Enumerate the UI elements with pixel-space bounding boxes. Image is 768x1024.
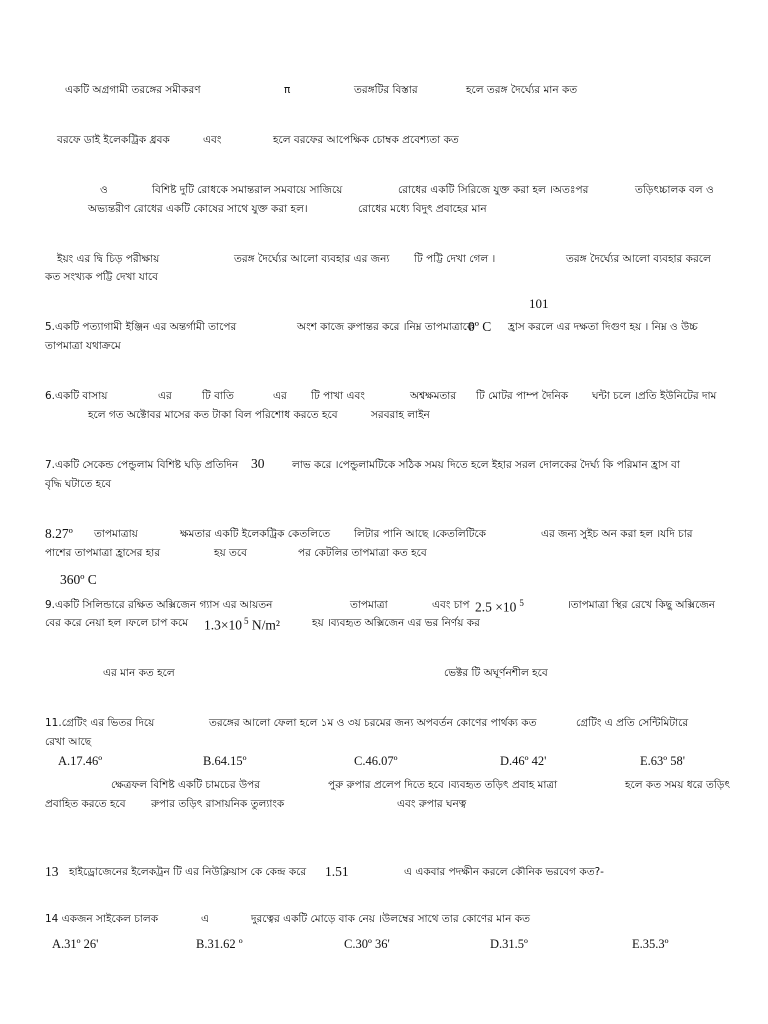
q11-text-a: 11.গ্রেটিং এর ভিতর দিয়ে <box>45 717 155 729</box>
q8-text-d: এর জন্য সুইচ অন করা হল ।যদি চার <box>541 528 693 540</box>
q9-text-b: তাপমাত্রা <box>350 599 388 611</box>
q7-number: 30 <box>251 456 265 471</box>
q6-text-e: টি পাখা এবং <box>311 390 365 402</box>
q9-text-f: হয় ।ব্যবহৃত অক্সিজেন এর ভর নির্ণয় কর <box>312 617 480 629</box>
q12-text-d: প্রবাহিত করতে হবে <box>45 798 126 810</box>
q2-text-a: বরফে ডাই ইলেকট্রিক ধ্রবক <box>57 134 170 146</box>
q7-text-b: লাভ করে ।পেন্ডুলামটিকে সঠিক সময় দিতে হলে ইহার সরল দোলকের দৈর্ঘ্য কি পরিমান হ্রাস বা <box>292 459 680 471</box>
q8-text-b: ক্ষমতার একটি ইলেকট্রিক কেতলিতে <box>180 528 331 540</box>
q8-text-g: পর কেটলির তাপমাত্রা কত হবে <box>298 547 427 559</box>
q4-text-d: তরঙ্গ দৈর্ঘ্যের আলো ব্যবহার করলে <box>566 253 711 265</box>
q6-text-f: অশ্বক্ষমতার <box>410 390 457 402</box>
q4-text-a: ইয়ং এর দ্বি চিড় পরীক্ষায় <box>57 253 160 265</box>
q6-text-a: 6.একটি বাসায় <box>45 390 108 402</box>
q1-text-a: একটি অগ্রগামী তরঙ্গের সমীকরণ <box>65 84 201 96</box>
q13-value: 1.51 <box>325 864 349 879</box>
q9-text-c: এবং চাপ <box>432 599 470 611</box>
q7-text-c: বৃদ্ধি ঘটাতে হবে <box>45 478 112 490</box>
q2-text-b: এবং <box>203 134 222 146</box>
q12-text-c: হলে কত সময় ধরে তড়িৎ <box>625 779 730 791</box>
q11-option-b: B.64.15º <box>203 754 247 768</box>
q11-option-e: E.63º 58' <box>640 754 686 768</box>
q14-text-c: দুরত্বের একটি মোড়ে বাক নেয় ।উলম্বের সাথে তার কোণের মান কত <box>251 913 530 925</box>
q5-text-a: 5.একটি পত্যাগামী ইঞ্জিন এর অন্তর্গামী তাপের <box>45 321 237 333</box>
q3-text-e: অভ্যন্তরীণ রোধের একটি কোষের সাথে যুক্ত করা হল। <box>88 203 308 215</box>
q12-text-e: রুপার তড়িৎ রাসায়নিক তুল্যাংক <box>151 798 285 810</box>
q4-text-b: তরঙ্গ দৈর্ঘ্যের আলো ব্যবহার এর জন্য <box>234 253 390 265</box>
q6-text-g: টি মোটর পাম্প দৈনিক <box>476 390 569 402</box>
q14-text-b: এ <box>201 913 209 925</box>
q11-text-d: রেখা আছে <box>45 736 92 748</box>
q3-text-d: তড়িৎচ্চালক বল ও <box>635 184 714 196</box>
q8-text-e: পাশের তাপমাত্রা হ্রাসের হার <box>45 547 161 559</box>
q8-text-f: হয় তবে <box>214 547 247 559</box>
q9-text-e: বের করে নেয়া হল ।ফলে চাপ কমে <box>45 617 189 629</box>
q1-text-c: তরঙ্গটির বিস্তার <box>354 84 418 96</box>
q12-text-a: ক্ষেত্রফল বিশিষ্ট একটি চামচের উপর <box>111 779 261 791</box>
q7-text-a: 7.একটি সেকেন্ড পেন্ডুলাম বিশিষ্ট ঘড়ি প্রতিদিন <box>45 459 239 471</box>
q8-answer: 360º C <box>60 572 97 587</box>
q14-option-e: E.35.3º <box>632 937 669 951</box>
q4-text-c: টি পট্টি দেখা গেল । <box>414 253 496 265</box>
q5-temperature: 0º C <box>468 319 492 334</box>
q6-text-j: সরবরাহ লাইন <box>371 409 430 421</box>
q6-text-h: ঘন্টা চলে ।প্রতি ইউনিটের দাম <box>592 390 717 402</box>
q9-pressure: 2.5 ×10 $^5$ <box>475 598 524 615</box>
q11-option-d: D.46º 42' <box>500 754 547 768</box>
q8-text-a: তাপমাত্রায় <box>94 528 138 540</box>
q9-text-d: ।তাপমাত্রা স্থির রেখে কিছু অক্সিজেন <box>567 599 716 611</box>
q10-text-a: এর মান কত হলে <box>103 667 175 679</box>
q6-text-d: এর <box>273 390 287 402</box>
q3-text-c: রোধের একটি সিরিজে যুক্ত করা হল ।অতঃপর <box>398 184 589 196</box>
q4-number: 101 <box>529 296 549 311</box>
q9-text-a: 9.একটি সিলিন্ডারে রক্ষিত অক্সিজেন গ্যাস এর আয়তন <box>45 599 273 611</box>
q11-text-b: তরঙ্গের আলো ফেলা হলে ১ম ও ৩য় চরমের জন্য অপবর্তন কোণের পার্থক্য কত <box>209 717 537 729</box>
q8-text-c: লিটার পানি আছে ।কেতলিটিকে <box>354 528 487 540</box>
q1-pi-symbol: π <box>284 84 291 96</box>
q10-text-b: ভেক্টর টি অঘূর্ণনশীল হবে <box>444 667 548 679</box>
q14-option-b: B.31.62 º <box>196 937 243 951</box>
q3-text-a: ও <box>100 184 108 196</box>
q2-text-c: হলে বরফের আপেক্ষিক চোম্বক প্রবেশ্যতা কত <box>273 134 459 146</box>
q14-text-a: 14 একজন সাইকেল চালক <box>45 913 159 925</box>
q13-text-c: এ একবার পদক্ষীন করলে কৌনিক ভরবেগ কত?- <box>404 866 604 878</box>
q3-text-f: রোধের মধ্যে বিদুৎ প্রবাহের মান <box>358 203 487 215</box>
q14-option-d: D.31.5º <box>490 937 528 951</box>
q14-option-a: A.31º 26' <box>52 937 99 951</box>
q12-text-f: এবং রুপার ঘনত্ব <box>397 798 467 810</box>
q11-text-c: গ্রেটিং এ প্রতি সেন্টিমিটারে <box>576 717 689 729</box>
q13-number: 13 <box>45 864 59 879</box>
q6-text-b: এর <box>158 390 172 402</box>
q11-option-a: A.17.46º <box>58 754 103 768</box>
q5-text-c: হ্রাস করলে এর দক্ষতা দিগুণ হয় । নিম্ন ও উচ্চ <box>508 321 698 333</box>
q13-text-b: হাইড্রোজেনের ইলেকট্রন টি এর নিউক্লিয়াস কে কেন্দ্র করে <box>69 866 307 878</box>
q11-option-c: C.46.07º <box>354 754 398 768</box>
q5-text-d: তাপমাত্রা যথাক্রমে <box>45 340 121 352</box>
q6-text-c: টি বাতি <box>202 390 234 402</box>
q3-text-b: বিশিষ্ট দুটি রোধকে সমান্তরাল সমবায়ে সাজিয়ে <box>152 184 343 196</box>
q12-text-b: পুরু রুপার প্রলেপ দিতে হবে ।ব্যবহৃত তড়িৎ প্রবাহ মাত্রা <box>328 779 558 791</box>
q5-text-b: অংশ কাজে রুপান্তর করে ।নিম্ন তাপমাত্রাকে <box>297 321 475 333</box>
q6-text-i: হলে গত অক্টোবর মাসের কত টাকা বিল পরিশোধ করতে হবে <box>88 409 338 421</box>
q4-text-e: কত সংখ্যক পট্টি দেখা যাবে <box>45 271 158 283</box>
q9-pressure-2: 1.3×10 $^5$ N/m² <box>204 616 280 633</box>
q14-option-c: C.30º 36' <box>344 937 390 951</box>
q8-number: 8.27º <box>45 526 73 541</box>
q1-text-d: হলে তরঙ্গ দৈর্ঘ্যের মান কত <box>466 84 578 96</box>
